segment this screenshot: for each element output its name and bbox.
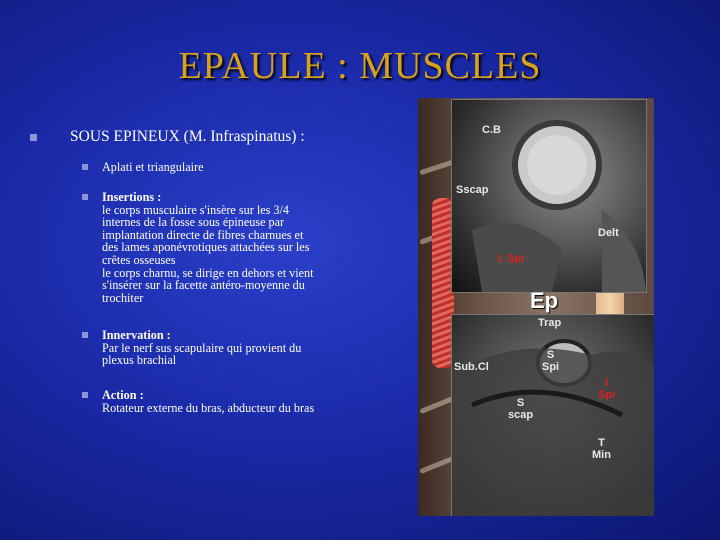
- mri-axial-shapes: [452, 315, 654, 516]
- label-sscap-axial: S scap: [508, 397, 534, 421]
- sub-item-line: crêtes osseuses: [102, 252, 176, 267]
- sub-item-line: Par le nerf sus scapulaire qui provient du: [102, 340, 302, 355]
- label-subcl: Sub.Cl: [454, 361, 489, 373]
- mri-sagittal-image: [451, 99, 647, 293]
- anatomy-figure: [418, 98, 654, 516]
- sub-item-heading: Innervation :: [102, 328, 171, 342]
- label-trap-text: Trap: [538, 317, 562, 329]
- sub-item-line: des lames aponévrotiques attachées sur les: [102, 240, 310, 255]
- sub-bullet-square-icon: [82, 392, 88, 398]
- sub-item-line: le corps musculaire s'insère sur les 3/4: [102, 202, 289, 217]
- sub-item-line: Rotateur externe du bras, abducteur du bras: [102, 400, 315, 415]
- label-ispi: I Spi: [598, 377, 616, 401]
- label-lspi: I. Spi: [498, 253, 525, 265]
- sub-item-line: s'insérer sur la facette antéro-moyenne du: [102, 278, 305, 293]
- sub-bullet-square-icon: [82, 332, 88, 338]
- sub-item-line: trochiter: [102, 290, 144, 305]
- label-ep: Ep: [530, 288, 559, 313]
- sub-item-heading: Action :: [102, 388, 144, 402]
- main-bullet-text: SOUS EPINEUX (M. Infraspinatus) :: [70, 128, 305, 145]
- sub-bullet-square-icon: [82, 194, 88, 200]
- humeral-head-inner: [527, 135, 587, 195]
- sub-item-heading: Insertions :: [102, 190, 162, 204]
- mri-axial-image: [451, 314, 654, 516]
- slide-title: EPAULE : MUSCLES: [178, 45, 542, 87]
- deltoid-shape: [602, 210, 646, 292]
- sub-bullet-square-icon: [82, 164, 88, 170]
- label-sscap: Sscap: [456, 184, 489, 196]
- label-delt: Delt: [598, 227, 619, 239]
- sub-item-line: plexus brachial: [102, 353, 177, 368]
- label-sspi: S Spi: [542, 349, 560, 373]
- bullet-square-icon: [30, 134, 37, 141]
- label-tmin: T Min: [592, 437, 611, 461]
- label-cb: C.B: [482, 124, 501, 136]
- muscle-section: [452, 348, 654, 516]
- sub-item-line: Aplati et triangulaire: [102, 160, 204, 174]
- sub-item-line: le corps charnu, se dirige en dehors et vient: [102, 265, 314, 280]
- sub-item-line: internes de la fosse sous épineuse par: [102, 215, 285, 230]
- sub-item-line: implantation directe de fibres charnues et: [102, 227, 304, 242]
